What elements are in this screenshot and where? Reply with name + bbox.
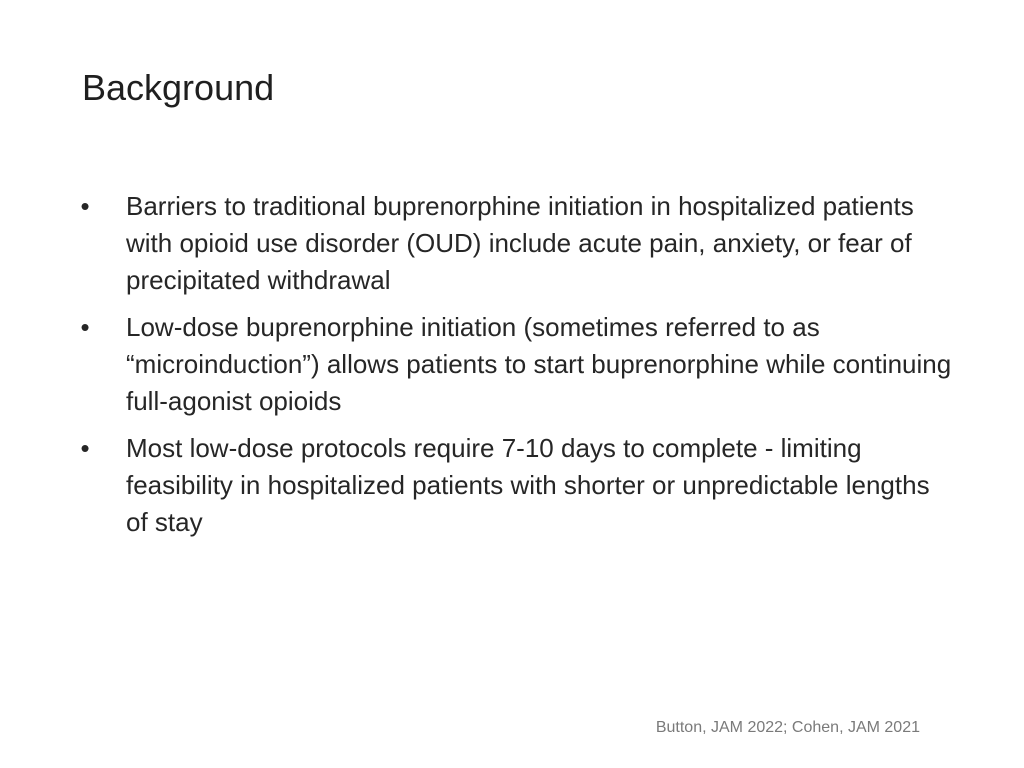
bullet-item bbox=[70, 430, 970, 541]
bullet-item bbox=[70, 309, 970, 420]
slide-title: Background bbox=[82, 67, 275, 108]
bullet-text: Most low-dose protocols require 7-10 days to complete - limiting feasibility in hospitalized patients with shorter or unpredictable lengths of stay bbox=[126, 433, 930, 537]
bullet-text: Low-dose buprenorphine initiation (sometimes referred to as “microinduction”) allows patients to start buprenorphine while continuing full-agonist opioids bbox=[126, 312, 952, 416]
bullet-icon: • bbox=[80, 433, 90, 463]
bullet-icon: • bbox=[80, 191, 90, 221]
citation-footer: Button, JAM 2022; Cohen, JAM 2021 bbox=[655, 719, 920, 736]
bullet-item bbox=[70, 188, 970, 299]
bullet-list bbox=[70, 188, 970, 551]
bullet-text: Barriers to traditional buprenorphine initiation in hospitalized patients with opioid use disorder (OUD) include acute pain, anxiety, or fear of precipitated withdrawal bbox=[126, 191, 914, 295]
bullet-icon: • bbox=[80, 312, 90, 342]
